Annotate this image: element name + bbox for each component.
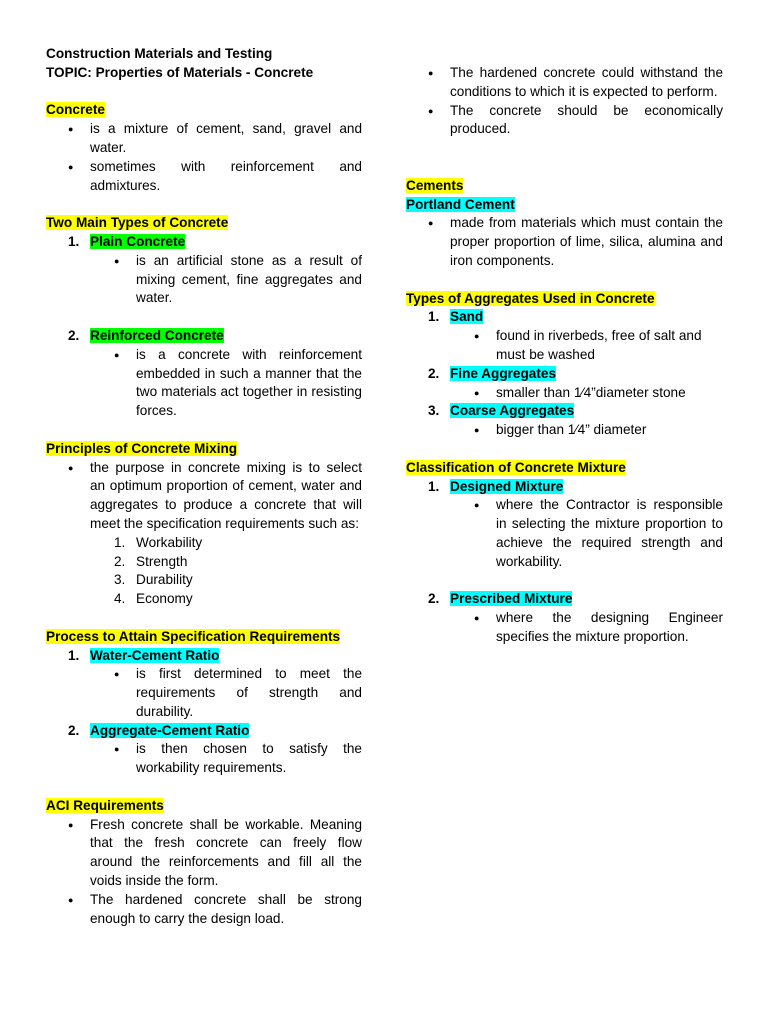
- list-item: ● is a concrete with reinforcement embedded in such a manner that the two materials act together in resisting forces.: [46, 346, 362, 421]
- list-item: ● is a mixture of cement, sand, gravel and water.: [46, 120, 362, 158]
- concrete-bullets: [46, 120, 362, 195]
- list-item: ● made from materials which must contain the proper proportion of lime, silica, alumina and iron components.: [406, 214, 723, 270]
- list-item: ● The hardened concrete could withstand the conditions to which it is expected to perform.: [406, 64, 723, 102]
- portland-cement-subheading: Portland Cement: [406, 196, 515, 212]
- list-item: ● found in riverbeds, free of salt and must be washed: [406, 327, 723, 365]
- process-heading: Process to Attain Specification Requirements: [46, 628, 341, 644]
- list-item: 4. Economy: [114, 591, 193, 607]
- aci-bullets-left: [46, 816, 362, 929]
- right-column: [406, 64, 723, 647]
- concrete-heading: Concrete: [46, 102, 105, 118]
- course-title: Construction Materials and Testing: [46, 46, 273, 61]
- section-process: [46, 628, 362, 647]
- reinforced-concrete-label: Reinforced Concrete: [90, 327, 224, 343]
- list-item: ● where the designing Engineer specifies the mixture proportion.: [406, 609, 723, 647]
- section-classification: [406, 459, 723, 478]
- section-types: [46, 214, 362, 233]
- classification-item-prescribed: 2. Prescribed Mixture: [428, 591, 573, 607]
- prescribed-desc-list: [406, 609, 723, 647]
- aci-heading: ACI Requirements: [46, 797, 164, 813]
- list-item: ● The concrete should be economically produced.: [406, 102, 723, 140]
- topic-title: TOPIC: Properties of Materials - Concrete: [46, 64, 314, 80]
- aggregates-heading: Types of Aggregates Used in Concrete: [406, 290, 655, 306]
- sand-desc-list: [406, 327, 723, 365]
- list-item: ● bigger than 1⁄4” diameter: [406, 421, 723, 440]
- aggregate-cement-desc-list: [46, 740, 362, 778]
- aggregate-item-fine: 2. Fine Aggregates: [428, 365, 557, 381]
- fine-desc-list: [406, 384, 723, 403]
- list-item: ● The hardened concrete shall be strong enough to carry the design load.: [46, 891, 362, 929]
- coarse-desc-list: [406, 421, 723, 440]
- plain-concrete-label: Plain Concrete: [90, 233, 186, 249]
- process-item-water-cement: 1. Water-Cement Ratio: [68, 647, 220, 663]
- left-column: [46, 45, 362, 928]
- types-heading: Two Main Types of Concrete: [46, 215, 229, 231]
- classification-item-designed: 1. Designed Mixture: [428, 478, 564, 494]
- list-item: ● smaller than 1⁄4”diameter stone: [406, 384, 723, 403]
- cements-bullets: [406, 214, 723, 270]
- list-item: ● where the Contractor is responsible in selecting the mixture proportion to achieve the required strength and workability.: [406, 496, 723, 571]
- section-aci: [46, 797, 362, 816]
- section-cements: [406, 177, 723, 196]
- list-item: ● sometimes with reinforcement and admixtures.: [46, 158, 362, 196]
- reinforced-concrete-desc-list: [46, 346, 362, 421]
- list-item: ● Fresh concrete shall be workable. Meaning that the fresh concrete can freely flow around the reinforcements and fill all the voids inside the form.: [46, 816, 362, 891]
- type-item-reinforced: 2. Reinforced Concrete: [68, 327, 224, 343]
- list-item: ● is an artificial stone as a result of mixing cement, fine aggregates and water.: [46, 252, 362, 308]
- cements-heading: Cements: [406, 177, 464, 193]
- list-item: ● is then chosen to satisfy the workability requirements.: [46, 740, 362, 778]
- aci-bullets-right: [406, 64, 723, 139]
- section-concrete: [46, 101, 362, 120]
- principles-bullets: [46, 459, 362, 534]
- list-item: 2. Strength: [114, 553, 188, 569]
- section-aggregates: [406, 290, 723, 309]
- aggregate-item-sand: 1. Sand: [428, 309, 484, 325]
- aggregate-item-coarse: 3. Coarse Aggregates: [428, 403, 575, 419]
- type-item-plain: 1. Plain Concrete: [68, 233, 186, 249]
- section-principles: [46, 440, 362, 459]
- principles-heading: Principles of Concrete Mixing: [46, 440, 238, 456]
- designed-desc-list: [406, 496, 723, 571]
- water-cement-desc-list: [46, 665, 362, 721]
- process-item-aggregate-cement: 2. Aggregate-Cement Ratio: [68, 722, 250, 738]
- list-item: 1. Workability: [114, 534, 203, 550]
- list-item: ● is first determined to meet the requirements of strength and durability.: [46, 665, 362, 721]
- classification-heading: Classification of Concrete Mixture: [406, 459, 626, 475]
- list-item: 3. Durability: [114, 572, 193, 588]
- list-item: ● the purpose in concrete mixing is to select an optimum proportion of cement, water and aggregates to produce a concrete that will meet the specification requirements such as:: [46, 459, 362, 534]
- plain-concrete-desc-list: [46, 252, 362, 308]
